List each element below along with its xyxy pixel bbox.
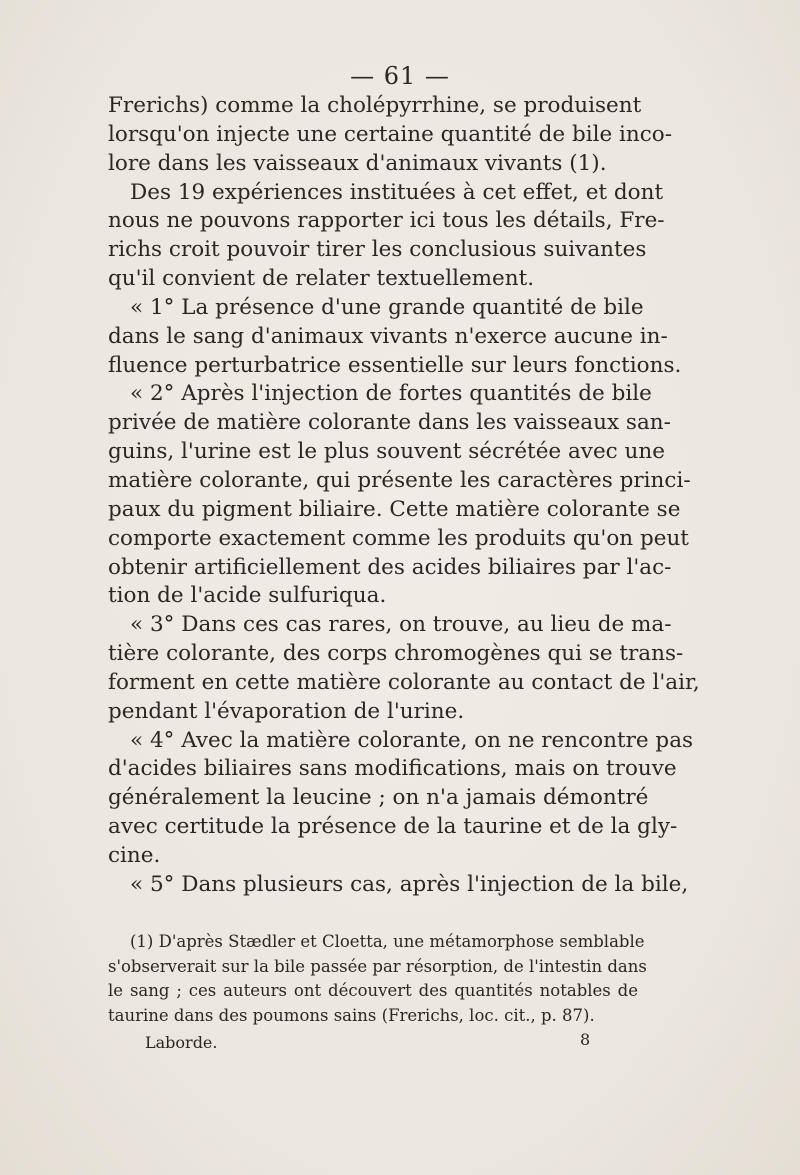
signature: Laborde. bbox=[145, 1033, 218, 1052]
footnote bbox=[108, 930, 647, 1028]
text-line: nous ne pouvons rapporter ici tous les détails, Fre- bbox=[108, 208, 665, 234]
text-line: tion de l'acide sulfuriqua. bbox=[108, 583, 387, 609]
page-number: — 61 — bbox=[350, 62, 450, 90]
text-line: obtenir artificiellement des acides biliaires par l'ac- bbox=[108, 554, 672, 580]
text-line: Des 19 expériences instituées à cet effet, et dont bbox=[130, 179, 664, 205]
footnote-line: le sang ; ces auteurs ont découvert des quantités notables de bbox=[108, 981, 638, 1000]
footnote-line: (1) D'après Stædler et Cloetta, une métamorphose semblable bbox=[130, 932, 645, 951]
text-line: avec certitude la présence de la taurine et de la gly- bbox=[108, 814, 678, 840]
body-text bbox=[108, 92, 700, 900]
text-line: matière colorante, qui présente les caractères princi- bbox=[108, 467, 691, 493]
text-line: Frerichs) comme la cholépyrrhine, se produisent bbox=[108, 93, 642, 118]
text-line: « 4° Avec la matière colorante, on ne rencontre pas bbox=[130, 727, 694, 753]
text-line: pendant l'évaporation de l'urine. bbox=[108, 698, 465, 724]
text-line: « 1° La présence d'une grande quantité de bile bbox=[130, 294, 644, 320]
text-line: forment en cette matière colorante au contact de l'air, bbox=[108, 669, 700, 695]
text-line: dans le sang d'animaux vivants n'exerce aucune in- bbox=[108, 323, 668, 349]
text-line: qu'il convient de relater textuellement. bbox=[108, 266, 535, 292]
text-line: « 2° Après l'injection de fortes quantités de bile bbox=[130, 381, 652, 407]
text-line: paux du pigment biliaire. Cette matière colorante se bbox=[108, 496, 681, 522]
text-line: comporte exactement comme les produits qu'on peut bbox=[108, 525, 689, 551]
text-line: privée de matière colorante dans les vaisseaux san- bbox=[108, 410, 671, 436]
signature-mark: 8 bbox=[580, 1030, 591, 1049]
text-line: « 5° Dans plusieurs cas, après l'injection de la bile, bbox=[130, 871, 689, 897]
text-line: tière colorante, des corps chromogènes qui se trans- bbox=[108, 641, 684, 667]
text-line: d'acides biliaires sans modifications, mais on trouve bbox=[108, 756, 677, 782]
text-line: richs croit pouvoir tirer les conclusious suivantes bbox=[108, 237, 647, 263]
text-line: cine. bbox=[108, 842, 161, 868]
text-line: fluence perturbatrice essentielle sur leurs fonctions. bbox=[108, 352, 682, 378]
text-line: généralement la leucine ; on n'a jamais démontré bbox=[108, 785, 649, 811]
footnote-line: taurine dans des poumons sains (Frerichs, loc. cit., p. 87). bbox=[108, 1005, 595, 1025]
text-line: lorsqu'on injecte une certaine quantité de bile inco- bbox=[108, 121, 673, 147]
text-line: lore dans les vaisseaux d'animaux vivants (1). bbox=[108, 150, 607, 176]
footnote-line: s'observerait sur la bile passée par résorption, de l'intestin dans bbox=[108, 956, 647, 976]
text-line: guins, l'urine est le plus souvent sécrétée avec une bbox=[108, 439, 665, 465]
text-line: « 3° Dans ces cas rares, on trouve, au lieu de ma- bbox=[130, 612, 672, 638]
